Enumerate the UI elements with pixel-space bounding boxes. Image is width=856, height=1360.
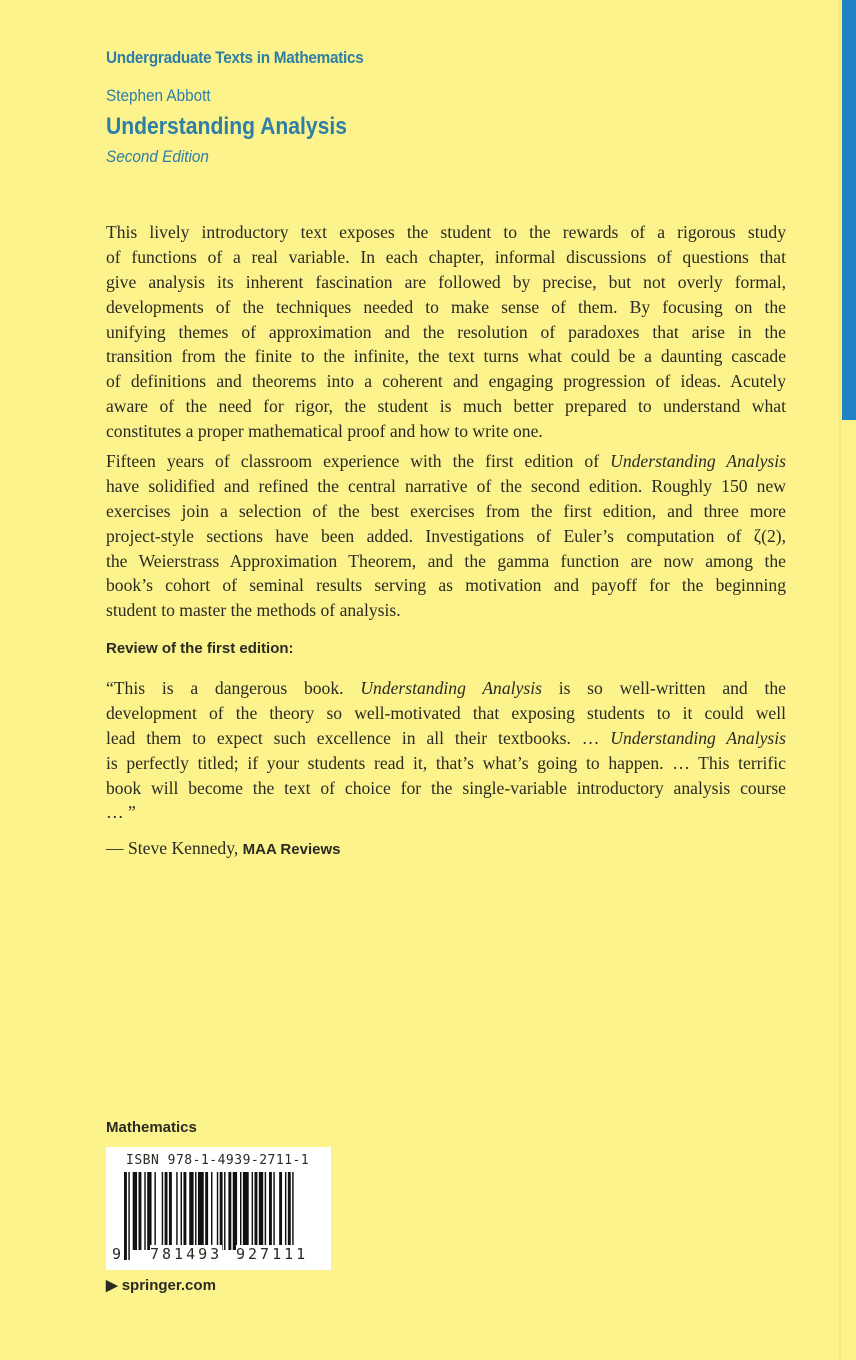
text-line [106,751,786,776]
barcode-bar [128,1172,129,1260]
text-line [106,449,786,474]
italic-title-text: Understanding Analysis [610,451,787,471]
text-segment: is perfectly titled; if your students read it, that’s what’s going to happen. … This terrific [106,752,786,773]
barcode-bar [189,1172,193,1250]
text-line [106,598,786,623]
publisher-website[interactable] [106,1276,216,1294]
author-name: Stephen Abbott [106,86,211,105]
text-line [106,776,786,801]
barcode-bar [154,1172,155,1250]
barcode-bar [240,1172,241,1250]
isbn-label: ISBN 978-1-4939-2711-1 [126,1153,310,1168]
text-line [106,394,786,419]
book-title: Understanding Analysis [106,113,347,140]
text-segment: of functions of a real variable. In each chapter, informal discussions of questions that [106,246,786,267]
description-paragraph-1 [106,220,786,444]
text-line [106,499,786,524]
barcode-bar [228,1172,231,1250]
barcode-left-digits: 781493 [150,1245,223,1263]
barcode-bar [224,1172,225,1250]
text-line [106,295,786,320]
text-segment: development of the theory so well-motivated that exposing students to it could well [106,702,786,723]
text-segment: the Weierstrass Approximation Theorem, and the gamma function are now among the [106,550,786,571]
text-line [106,270,786,295]
barcode-bar [255,1172,258,1250]
barcode-bar [139,1172,142,1250]
text-line [106,676,786,701]
text-segment: have solidified and refined the central narrative of the second edition. Roughly 150 new [106,475,786,496]
text-segment: developments of the techniques needed to make sense of them. By focusing on the [106,296,786,317]
arrow-right-icon: ▶ [106,1277,122,1294]
reviewer-name: — Steve Kennedy, [106,838,243,858]
text-line [106,549,786,574]
barcode-bar [233,1172,237,1250]
barcode-bar [252,1172,253,1250]
barcode-bar [162,1172,163,1250]
barcode-bar [279,1172,282,1250]
barcode-bar [176,1172,177,1250]
text-line [106,245,786,270]
series-name: Undergraduate Texts in Mathematics [106,48,364,67]
text-line [106,320,786,345]
barcode-bar [273,1172,274,1250]
barcode-bar [195,1172,196,1250]
text-segment: This lively introductory text exposes the student to the rewards of a rigorous study [106,222,786,242]
text-segment: of definitions and theorems into a coherent and engaging progression of ideas. Acutely [106,371,786,392]
review-source: MAA Reviews [242,841,341,858]
text-line [106,369,786,394]
text-segment: Fifteen years of classroom experience with the first edition of [106,451,611,471]
barcode-bar [269,1172,272,1250]
barcode-bar [183,1172,186,1250]
text-segment: unifying themes of approximation and the resolution of paradoxes that arise in the [106,321,786,342]
text-segment: is so well-written and the [541,678,786,698]
text-segment: aware of the need for rigor, the student is much better prepared to understand what [106,396,786,417]
text-segment: exercises join a selection of the best exercises from the first edition, and three more [106,500,786,521]
spine-color-stripe [842,0,856,420]
barcode-bar [124,1172,127,1260]
description-paragraph-2 [106,449,786,623]
text-line [106,701,786,726]
barcode-bar [144,1172,145,1250]
text-segment: … ” [106,802,136,823]
text-line [106,726,786,751]
barcode-bar [147,1172,151,1250]
text-segment: project-style sections have been added. Investigations of Euler’s computation of ζ(2), [106,525,786,546]
review-quote [106,676,786,825]
text-segment: book will become the text of choice for the single-variable introductory analysis course [106,777,786,798]
text-line [106,419,786,444]
text-segment: transition from the finite to the infinite, the text turns what could be a daunting cascade [106,346,786,367]
barcode-bar [285,1172,286,1250]
text-segment: “This is a dangerous book. [106,678,361,698]
barcode-right-digits: 927111 [236,1245,309,1263]
text-line [106,573,786,598]
text-segment: lead them to expect such excellence in all their textbooks. … [106,727,611,748]
text-line [106,474,786,499]
text-segment: book’s cohort of seminal results serving as motivation and payoff for the beginning [106,575,786,596]
text-line [106,800,786,825]
barcode-bar [198,1172,204,1250]
italic-title-text: Understanding Analysis [360,678,542,698]
barcode-bar [181,1172,182,1250]
barcode-bar [169,1172,172,1250]
italic-title-text: Understanding Analysis [610,727,787,748]
barcode-bar [165,1172,168,1250]
text-line [106,344,786,369]
barcode-bar [133,1172,137,1250]
barcode-bar [259,1172,263,1250]
text-segment: constitutes a proper mathematical proof and how to write one. [106,421,543,442]
text-line [106,524,786,549]
subject-label: Mathematics [106,1119,197,1136]
text-segment: student to master the methods of analysis. [106,600,401,621]
review-heading: Review of the first edition: [106,640,294,657]
website-link[interactable]: springer.com [121,1277,216,1294]
barcode-bar [243,1172,249,1250]
barcode-first-digit: 9 [112,1245,122,1263]
text-line [106,220,786,245]
spine-edge [839,0,841,1360]
text-segment: give analysis its inherent fascination are followed by precise, but not overly formal, [106,271,786,292]
barcode-bar [265,1172,266,1250]
isbn-barcode [106,1147,331,1270]
edition-label: Second Edition [106,147,209,166]
barcode-bar [220,1172,223,1250]
review-attribution [106,838,340,859]
